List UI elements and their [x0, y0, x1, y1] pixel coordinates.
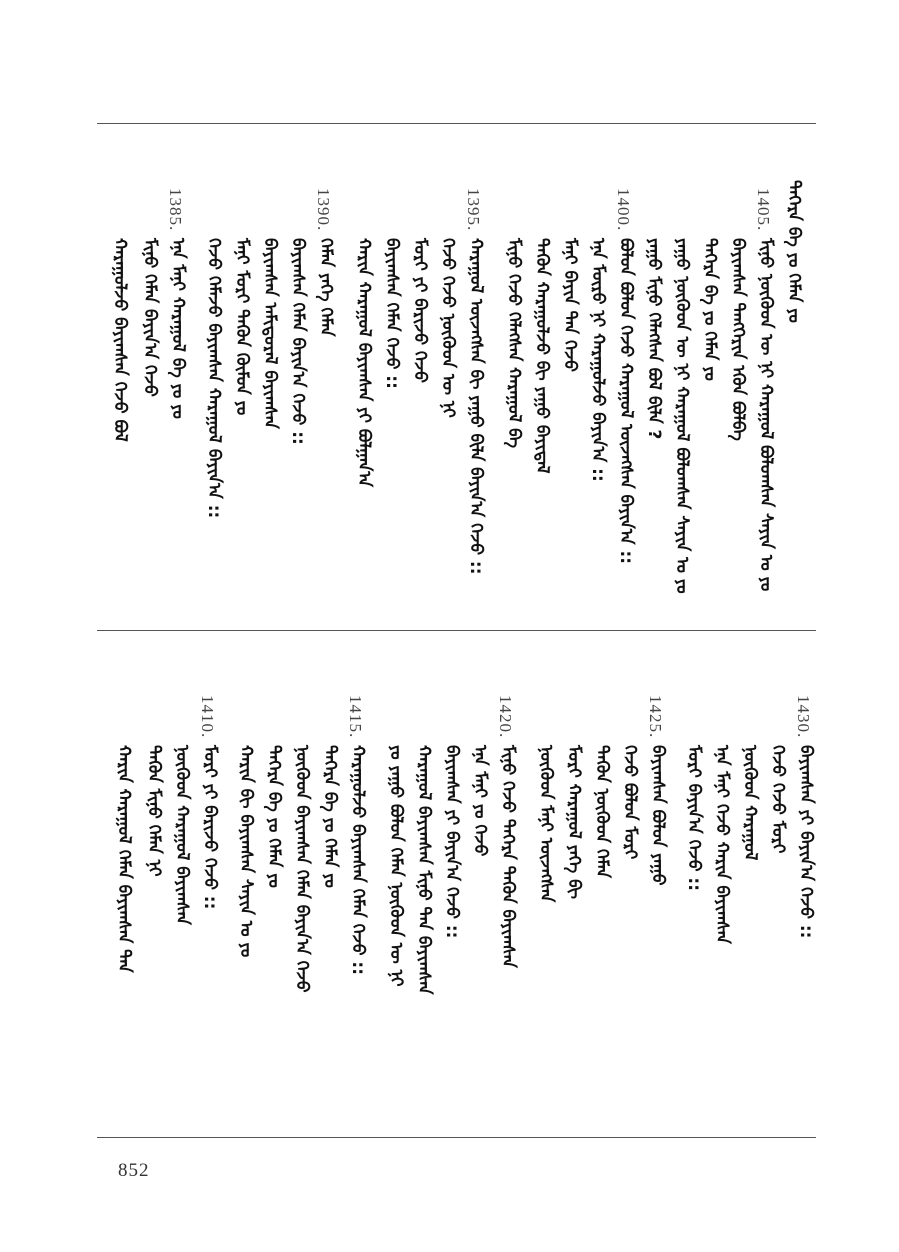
- line-number: 1415.: [346, 695, 365, 739]
- text-line: ᠮᠢᠨᠦ ᠭᠡᠵᠦ ᠬᠡᠯᠡᠭᠰᠡᠨ ᠬᠠᠷᠠᠭᠤᠯ ᠪᠠ: [504, 238, 524, 449]
- text-line: ᠨᠦᠭᠦᠳ ᠬᠠᠷᠠᠭᠤᠯ: [740, 745, 760, 861]
- line-number: 1390.: [314, 188, 333, 232]
- text-line: ᠨᠦᠭᠦᠳ ᠬᠠᠷᠠᠭᠤᠯ ᠪᠠᠶᠢᠭᠰᠠᠨ: [172, 745, 192, 925]
- line-number: 1400.: [614, 188, 633, 232]
- text-line: ᠬᠠᠷᠠᠭᠤᠯᠵᠤ ᠪᠠᠶᠢᠭᠰᠠᠨ ᠬᠡᠮᠡᠨ ᠭᠡᠵᠦ ::: [348, 745, 368, 976]
- text-line: ᠨᠦᠭᠦᠳ ᠮᠠᠨᠢ ᠦᠵᠡᠭᠰᠡᠨ: [536, 745, 556, 903]
- text-line: ᠮᠣᠷᠢ ᠶᠢ ᠪᠠᠷᠢᠵᠤ ᠭᠡᠵᠦ ::: [200, 745, 220, 910]
- page-number: 852: [118, 1160, 150, 1181]
- text-line: ᠪᠠᠶᠢᠭᠰᠠᠨ ᠶᠢ ᠪᠠᠶᠢᠨ᠎ᠠ ᠭᠡᠵᠦ ::: [796, 745, 816, 939]
- text-line: ᠳᠡᠭᠡᠷᠡ ᠪᠡ ᠶᠤ ᠬᠡᠮᠡᠨ ᠶᠤ: [700, 238, 720, 381]
- text-line: ᠶᠠᠭᠤ ᠮᠢᠨᠦ ᠬᠡᠯᠡᠭᠰᠡᠨ ᠪᠤᠯ ᠪᠢᠯᠡ ?: [644, 238, 664, 440]
- bottom-rule: [97, 1137, 816, 1138]
- line-number: 1430.: [794, 695, 813, 739]
- text-line: ᠪᠠᠶᠢᠭᠰᠠᠨ ᠶᠢ ᠪᠠᠶᠢᠨ᠎ᠠ ᠭᠡᠵᠦ ::: [442, 745, 462, 939]
- text-line: ᠪᠠᠶᠢᠭᠰᠠᠨ ᠬᠡᠮᠡᠨ ᠭᠡᠵᠦ ::: [382, 238, 402, 389]
- text-line: ᠲᠡᠭᠦᠨ ᠮᠢᠨᠦ ᠬᠡᠮᠡᠨ ᠨᠢ: [144, 745, 164, 877]
- text-line: ᠮᠠᠨᠢ ᠮᠣᠷᠢ ᠲᠡᠭᠦᠨ ᠬᠦᠮᠦᠨ ᠶᠤ: [232, 238, 252, 416]
- text-line: ᠬᠠᠷᠠᠭᠤᠯ ᠪᠠᠶᠢᠭᠰᠠᠨ ᠮᠢᠨᠦ ᠲᠠᠨ ᠪᠠᠶᠢᠭᠰᠠᠨ: [414, 745, 434, 995]
- text-line: ᠬᠠᠷᠢᠨ ᠪᠢ ᠪᠠᠶᠢᠭᠰᠠᠨ ᠰᠠᠶᠢᠨ ᠤ ᠶᠤ: [236, 745, 256, 958]
- text-line: ᠮᠢᠨᠦ ᠭᠡᠵᠦ ᠳᠡᠭᠡᠷᠡ ᠲᠡᠭᠦᠨ ᠪᠠᠶᠢᠭᠰᠠᠨ: [498, 745, 518, 968]
- text-line: ᠪᠠᠶᠢᠭᠰᠠᠨ ᠬᠡᠮᠡᠨ ᠪᠠᠶᠢᠨ᠎ᠠ ᠭᠡᠵᠦ ::: [288, 238, 308, 445]
- text-line: ᠬᠠᠷᠢᠨ ᠬᠠᠷᠠᠭᠤᠯ ᠬᠡᠮᠡᠨ ᠪᠠᠶᠢᠭᠰᠠᠨ ᠲᠠᠨ: [114, 745, 134, 973]
- line-number: 1395.: [464, 188, 483, 232]
- text-line: ᠪᠠᠶᠢᠭᠰᠠᠨ ᠠᠮᠢᠳᠤᠷᠠᠯ ᠪᠠᠶᠢᠭᠰᠠᠨ: [260, 238, 280, 429]
- text-line: ᠪᠠᠶᠢᠭᠰᠠᠨ ᠲᠡᠩᠭᠡᠷᠢᠨ ᠡᠭᠦᠨ ᠪᠣᠯᠪᠠ: [728, 238, 748, 441]
- line-number: 1405.: [754, 188, 773, 232]
- text-line: ᠭᠡᠵᠦ ᠭᠡᠵᠦ ᠨᠦᠭᠦᠳ ᠦ ᠨᠢ: [438, 238, 458, 418]
- text-line: ᠮᠢᠨᠦ ᠬᠡᠮᠡᠨ ᠪᠠᠶᠢᠨ᠎ᠠ ᠭᠡᠵᠦ: [140, 238, 160, 397]
- text-line: ᠭᠡᠵᠦ ᠬᠡᠮᠡᠵᠦ ᠪᠠᠶᠢᠭᠰᠠᠨ ᠬᠠᠷᠠᠭᠤᠯ ᠪᠠᠶᠢᠨ᠎ᠠ ::: [204, 238, 224, 519]
- text-line: ᠬᠠᠷᠠᠭᠤᠯ ᠦᠵᠡᠭᠰᠡᠨ ᠪᠢ ᠶᠠᠭᠤ ᠪᠢᠯᠡ ᠪᠠᠶᠢᠨ᠎ᠠ ᠭᠡᠵᠦ ::: [466, 238, 486, 575]
- text-line: ᠪᠣᠯᠤᠨ ᠪᠣᠯᠤᠨ ᠭᠡᠵᠦ ᠬᠠᠷᠠᠭᠤᠯ ᠦᠵᠡᠭᠰᠡᠨ ᠪᠠᠶᠢᠨ᠎ᠠ ::: [616, 238, 636, 565]
- text-line: ᠳᠡᠭᠡᠷᠡ ᠪᠡ ᠶᠤ ᠬᠡᠮᠡᠨ ᠶᠤ: [320, 745, 340, 888]
- text-line: ᠡᠨᠡ ᠮᠠᠨᠢ ᠭᠡᠵᠦ ᠬᠠᠷᠢᠨ ᠪᠠᠶᠢᠭᠰᠠᠨ: [712, 745, 732, 944]
- text-line: ᠡᠨᠡ ᠮᠦᠷᠦ ᠨᠢ ᠬᠠᠷᠠᠭᠤᠯᠵᠤ ᠪᠠᠶᠢᠨ᠎ᠠ ::: [588, 238, 608, 482]
- text-line: ᠬᠠᠷᠠᠭᠤᠯᠵᠤ ᠪᠠᠶᠢᠭᠰᠠᠨ ᠭᠡᠵᠦ ᠪᠣᠯ: [110, 238, 130, 442]
- text-line: ᠶᠠᠭᠤ ᠨᠦᠭᠦᠳ ᠦ ᠨᠢ ᠬᠠᠷᠠᠭᠤᠯ ᠪᠣᠯᠤᠭᠰᠠᠨ ᠰᠠᠶᠢᠨ ᠤ ᠶᠤ: [672, 238, 692, 594]
- text-line: ᠨᠦᠭᠦᠳ ᠪᠠᠶᠢᠭᠰᠠᠨ ᠬᠡᠮᠡᠨ ᠪᠠᠶᠢᠨ᠎ᠠ ᠭᠡᠵᠦ: [292, 745, 312, 993]
- text-line: ᠲᠡᠭᠦᠨ ᠨᠦᠭᠦᠳ ᠬᠡᠮᠡᠨ: [592, 745, 612, 878]
- text-line: ᠮᠢᠨᠦ ᠨᠦᠭᠦᠳ ᠦ ᠨᠢ ᠬᠠᠷᠠᠭᠤᠯ ᠪᠣᠯᠤᠭᠰᠠᠨ ᠰᠠᠶᠢᠨ ᠤ ᠶᠤ: [756, 238, 776, 592]
- text-line: ᠲᠡᠭᠦᠨ ᠬᠠᠷᠠᠭᠤᠯᠵᠤ ᠪᠢ ᠶᠠᠭᠤ ᠪᠠᠶᠢᠳᠠᠯ: [532, 238, 552, 474]
- text-line: ᠮᠠᠨᠢ ᠪᠠᠶᠢᠨ ᠲᠠᠨ ᠭᠡᠵᠦ: [560, 238, 580, 372]
- text-line: ᠶᠤ ᠶᠠᠭᠤ ᠪᠣᠯᠤᠨ ᠬᠡᠮᠡᠨ ᠨᠦᠭᠦᠳ ᠦ ᠨᠢ: [386, 745, 406, 987]
- text-line: ᠡᠨᠡ ᠮᠠᠨᠢ ᠬᠠᠷᠠᠭᠤᠯ ᠪᠡ ᠶᠤ ᠶᠤ: [168, 238, 188, 419]
- text-line: ᠳᠡᠭᠡᠷᠡ ᠪᠡ ᠶᠤ ᠬᠡᠮᠡᠨ ᠶᠤ: [784, 180, 804, 323]
- text-line: ᠭᠡᠵᠦ ᠭᠡᠵᠦ ᠮᠣᠷᠢ: [768, 745, 788, 854]
- text-line: ᠬᠡᠮᠡᠨ ᠶᠡᠭᠡ ᠬᠡᠮᠡᠨ: [316, 238, 336, 337]
- text-line: ᠬᠠᠷᠢᠨ ᠬᠠᠷᠠᠭᠤᠯ ᠪᠠᠶᠢᠭᠰᠠᠨ ᠶᠢ ᠪᠣᠯᠭᠠᠨ᠎ᠠ: [354, 238, 374, 487]
- text-line: ᠪᠠᠶᠢᠭᠰᠠᠨ ᠪᠣᠯᠤᠨ ᠶᠠᠭᠤ: [648, 745, 668, 886]
- line-number: 1385.: [166, 188, 185, 232]
- text-line: ᠳᠡᠭᠡᠷᠡ ᠪᠡ ᠶᠤ ᠬᠡᠮᠡᠨ ᠶᠤ: [264, 745, 284, 888]
- text-line: ᠮᠣᠷᠢ ᠶᠢ ᠪᠠᠷᠢᠵᠤ ᠭᠡᠵᠦ: [410, 238, 430, 383]
- lower-text-block: [97, 631, 816, 1137]
- text-line: ᠡᠨᠡ ᠮᠠᠨᠢ ᠶᠤ ᠭᠡᠵᠦ: [470, 745, 490, 857]
- line-number: 1425.: [646, 695, 665, 739]
- upper-text-block: [97, 124, 816, 630]
- line-number: 1420.: [496, 695, 515, 739]
- line-number: 1410.: [198, 695, 217, 739]
- text-line: ᠭᠡᠵᠦ ᠪᠣᠯᠤᠨ ᠮᠣᠷᠢ: [620, 745, 640, 860]
- text-line: ᠮᠣᠷᠢ ᠬᠠᠷᠠᠭᠤᠯ ᠶᠡᠭᠡ ᠪᠢ: [564, 745, 584, 899]
- text-line: ᠮᠣᠷᠢ ᠪᠠᠶᠢᠨ᠎ᠠ ᠭᠡᠵᠦ ::: [684, 745, 704, 892]
